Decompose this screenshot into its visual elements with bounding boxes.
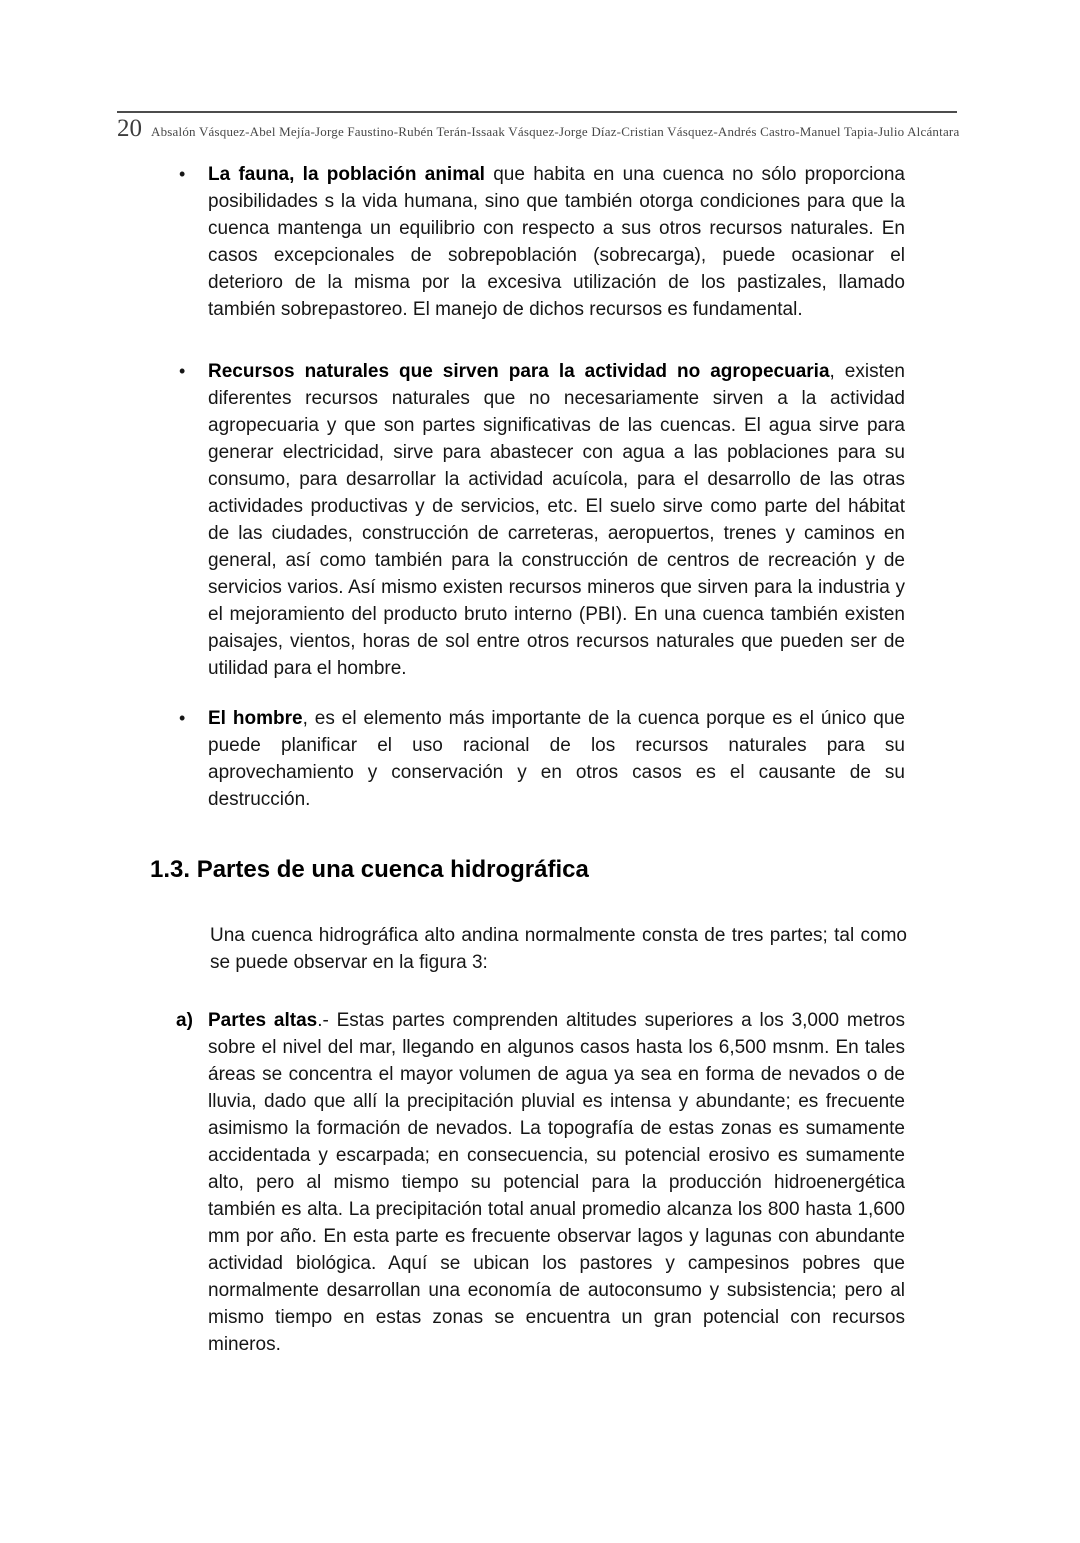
section-intro: Una cuenca hidrográfica alto andina normalmente consta de tres partes; tal como se puede observar en la figura 3: bbox=[210, 925, 907, 973]
paragraph-lead: Recursos naturales que sirven para la actividad no agropecuaria bbox=[208, 361, 830, 382]
bullet-icon: • bbox=[179, 361, 186, 381]
paragraph-lead: Partes altas bbox=[208, 1010, 318, 1031]
paragraph bbox=[208, 1007, 905, 1358]
paragraph bbox=[208, 358, 905, 682]
paragraph-text: que habita en una cuenca no sólo proporciona posibilidades s la vida humana, sino que también otorga condiciones para que la cuenca mantenga un equilibrio con respecto a sus otros recursos naturales. En casos excepcionales de sobrepoblación (sobrecarga), puede ocasionar el deterioro de la misma por la excesiva utilización de los pastizales, llamado también sobrepastoreo. El manejo de dichos recursos es fundamental. bbox=[208, 164, 905, 320]
section-heading: 1.3. Partes de una cuenca hidrográfica bbox=[150, 856, 589, 883]
header-authors: Absalón Vásquez-Abel Mejía-Jorge Faustino-Rubén Terán-Issaak Vásquez-Jorge Díaz-Cristian Vásquez-Andrés Castro-Manuel Tapia-Julio Alcántara bbox=[151, 124, 960, 139]
page-number: 20 bbox=[117, 115, 142, 142]
paragraph bbox=[208, 705, 905, 813]
list-item-label: a) bbox=[176, 1010, 193, 1031]
header-rule bbox=[117, 111, 957, 113]
paragraph-text: , es el elemento más importante de la cuenca porque es el único que puede planificar el uso racional de los recursos naturales para su aprovechamiento y conservación y en otros casos es el causante de su destrucción. bbox=[208, 708, 905, 810]
paragraph-lead: El hombre bbox=[208, 708, 303, 729]
page-header bbox=[117, 111, 960, 144]
paragraph-text: , existen diferentes recursos naturales que no necesariamente sirven a la actividad agropecuaria y que son partes significativas de las cuencas. El agua sirve para generar electricidad, sirve para abastecer con agua a las poblaciones para su consumo, para desarrollar la actividad acuícola, para el desarrollo de las otras actividades productivas y de servicios, etc. El suelo sirve como parte del hábitat de las ciudades, construcción de carreteras, aeropuertos, trenes y caminos en general, así como también para la construcción de centros de recreación y de servicios varios. Así mismo existen recursos mineros que sirven para la industria y el mejoramiento del producto bruto interno (PBI). En una cuenca también existen paisajes, vientos, horas de sol entre otros recursos naturales que pueden ser de utilidad para el hombre. bbox=[208, 361, 905, 679]
paragraph-lead: La fauna, la población animal bbox=[208, 164, 485, 185]
paragraph-text: .- Estas partes comprenden altitudes superiores a los 3,000 metros sobre el nivel del mar, llegando en algunos casos hasta los 6,500 msnm. En tales áreas se concentra el mayor volumen de agua ya sea en forma de nevados o de lluvia, dado que allí la precipitación pluvial es intensa y abundante; es frecuente asimismo la formación de nevados. La topografía de estas zonas es sumamente accidentada y escarpada; en consecuencia, su potencial erosivo es sumamente alto, pero al mismo tiempo su potencial para la producción hidroenergética también es alta. La precipitación total anual promedio alcanza los 800 hasta 1,600 mm por año. En esta parte es frecuente observar lagos y lagunas con abundante actividad biológica. Aquí se ubican los pastores y campesinos pobres que normalmente desarrollan una economía de autoconsumo y subsistencia; pero al mismo tiempo en estas zonas se encuentra un gran potencial con recursos mineros. bbox=[208, 1010, 905, 1355]
list-item-recursos bbox=[150, 358, 905, 682]
bullet-icon: • bbox=[179, 708, 186, 728]
page-content bbox=[150, 161, 905, 1358]
bullet-icon: • bbox=[179, 164, 186, 184]
paragraph bbox=[208, 161, 905, 323]
list-item-hombre bbox=[150, 705, 905, 813]
list-item-partes-altas bbox=[150, 1007, 905, 1358]
header-line bbox=[117, 114, 960, 144]
list-item-fauna bbox=[150, 161, 905, 323]
